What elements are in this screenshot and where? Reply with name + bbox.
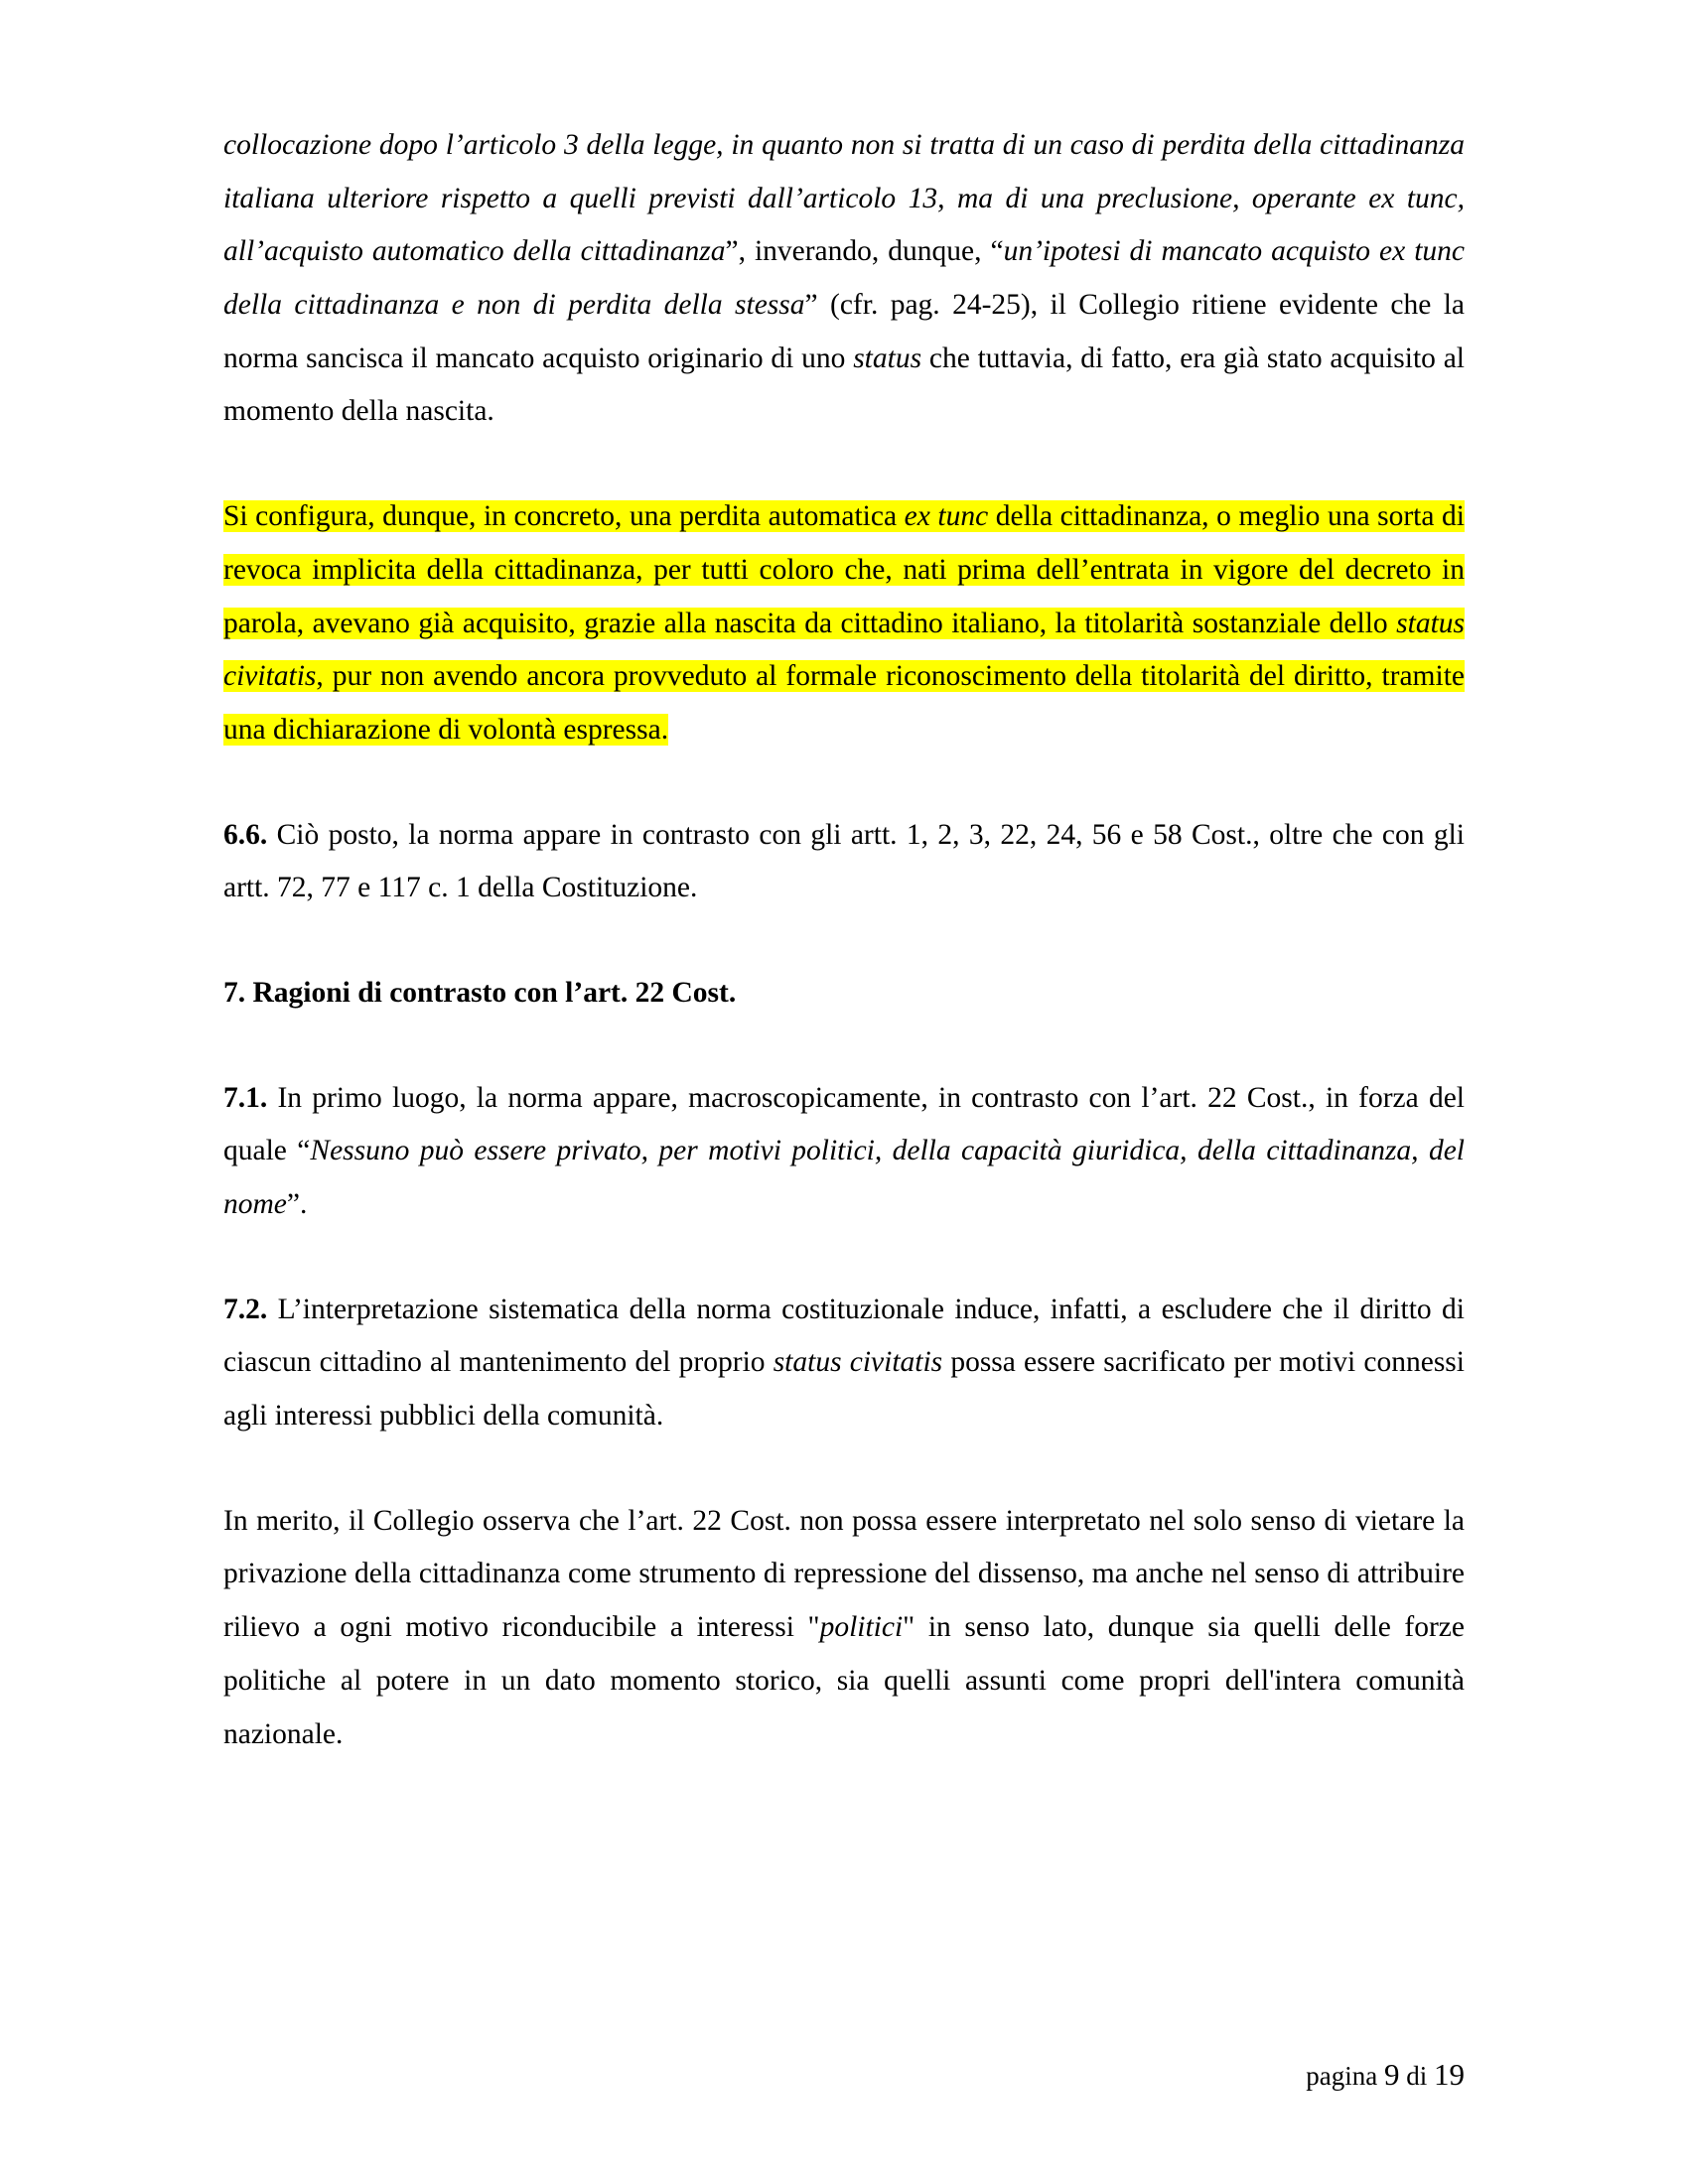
paragraph-spacer-4 (223, 1021, 1465, 1072)
quoted-text-italic-2: un’ipotesi di mancato acquisto ex tunc della cittadinanza e non di perdita della stessa (223, 235, 1465, 322)
section-7-2-text: L’interpretazione sistematica della norma costituzionale induce, infatti, a escludere che il diritto di ciascun cittadino al mantenimento del proprio (223, 1293, 1465, 1379)
highlighted-paragraph (223, 490, 1465, 756)
section-7-1 (223, 1072, 1465, 1232)
paragraph-spacer-5 (223, 1232, 1465, 1284)
heading-section-7: 7. Ragioni di contrasto con l’art. 22 Cost. (223, 976, 737, 1009)
paragraph-spacer-2 (223, 757, 1465, 809)
paragraph-spacer-3 (223, 915, 1465, 967)
footer-total-pages: 19 (1434, 2057, 1465, 2092)
section-6-6 (223, 809, 1465, 915)
paragraph-in-merito-text: In merito, il Collegio osserva che l’art. 22 Cost. non possa essere interpretato nel solo senso di vietare la privazione della cittadinanza come strumento di repressione del dissenso, ma anche nel senso di attribuire rilievo a ogni motivo riconducibile a interessi " (223, 1504, 1465, 1644)
highlight-run-1: Si configura, dunque, in concreto, una perdita automatica (223, 500, 905, 533)
page-footer (223, 2057, 1465, 2093)
section-number-6-6: 6.6. (223, 818, 268, 851)
paragraph-spacer (223, 439, 1465, 490)
status-italic: status (853, 341, 922, 374)
footer-prefix: pagina (1306, 2061, 1384, 2091)
section-7-1-text-2: ”. (286, 1188, 308, 1220)
section-7-1-quote-italic: Nessuno può essere privato, per motivi politici, della capacità giuridica, della cittadinanza, del nome (223, 1135, 1465, 1220)
highlight-run-3: , pur non avendo ancora provveduto al formale riconoscimento della titolarità del diritto, tramite una dichiarazione di volontà espressa. (223, 660, 1465, 746)
paragraph-continuation (223, 119, 1465, 439)
section-7-1-text: In primo luogo, la norma appare, macroscopicamente, in contrasto con l’art. 22 Cost., in forza del quale “ (223, 1081, 1465, 1167)
paragraph-spacer-6 (223, 1443, 1465, 1495)
section-7-2-text-2: possa essere sacrificato per motivi connessi agli interessi pubblici della comunità. (223, 1346, 1465, 1433)
quoted-text-italic: collocazione dopo l’articolo 3 della legge, in quanto non si tratta di un caso di perdita della cittadinanza italiana ulteriore rispetto a quelli previsti dall’articolo 13, ma di una preclusione, operante ex tunc, all’acquisto automatico della cittadinanza (223, 129, 1465, 268)
footer-separator: di (1399, 2061, 1434, 2091)
highlight-run-italic-ex-tunc: ex tunc (904, 500, 989, 533)
paragraph-in-merito-text-2: " in senso lato, dunque sia quelli delle forze politiche al potere in un dato momento storico, sia quelli assunti come propri dell'intera comunità nazionale. (223, 1611, 1465, 1750)
section-7-2 (223, 1284, 1465, 1443)
section-6-6-text: Ciò posto, la norma appare in contrasto con gli artt. 1, 2, 3, 22, 24, 56 e 58 Cost., oltre che con gli artt. 72, 77 e 117 c. 1 della Costituzione. (223, 818, 1465, 904)
section-number-7-1: 7.1. (223, 1081, 268, 1114)
section-7-2-italic-status-civitatis: status civitatis (773, 1346, 943, 1379)
paragraph-in-merito (223, 1495, 1465, 1761)
highlight-run-2: della cittadinanza, o meglio una sorta di revoca implicita della cittadinanza, per tutti coloro che, nati prima dell’entrata in vigore del decreto in parola, avevano già acquisito, grazie alla nascita da cittadino italiano, la titolarità sostanziale dello (223, 500, 1465, 639)
document-body (223, 119, 1465, 1761)
highlight-run-italic-status-civitatis: status civitatis (223, 607, 1465, 693)
politici-italic: politici (819, 1611, 904, 1644)
paragraph-text: ”, inverando, dunque, “ (725, 235, 1004, 268)
footer-page-number: 9 (1383, 2057, 1400, 2092)
paragraph-text-3: che tuttavia, di fatto, era già stato acquisito al momento della nascita. (223, 341, 1465, 428)
paragraph-text-2: ” (cfr. pag. 24-25), il Collegio ritiene evidente che la norma sancisca il mancato acquisto originario di uno (223, 289, 1465, 374)
section-number-7-2: 7.2. (223, 1293, 268, 1325)
